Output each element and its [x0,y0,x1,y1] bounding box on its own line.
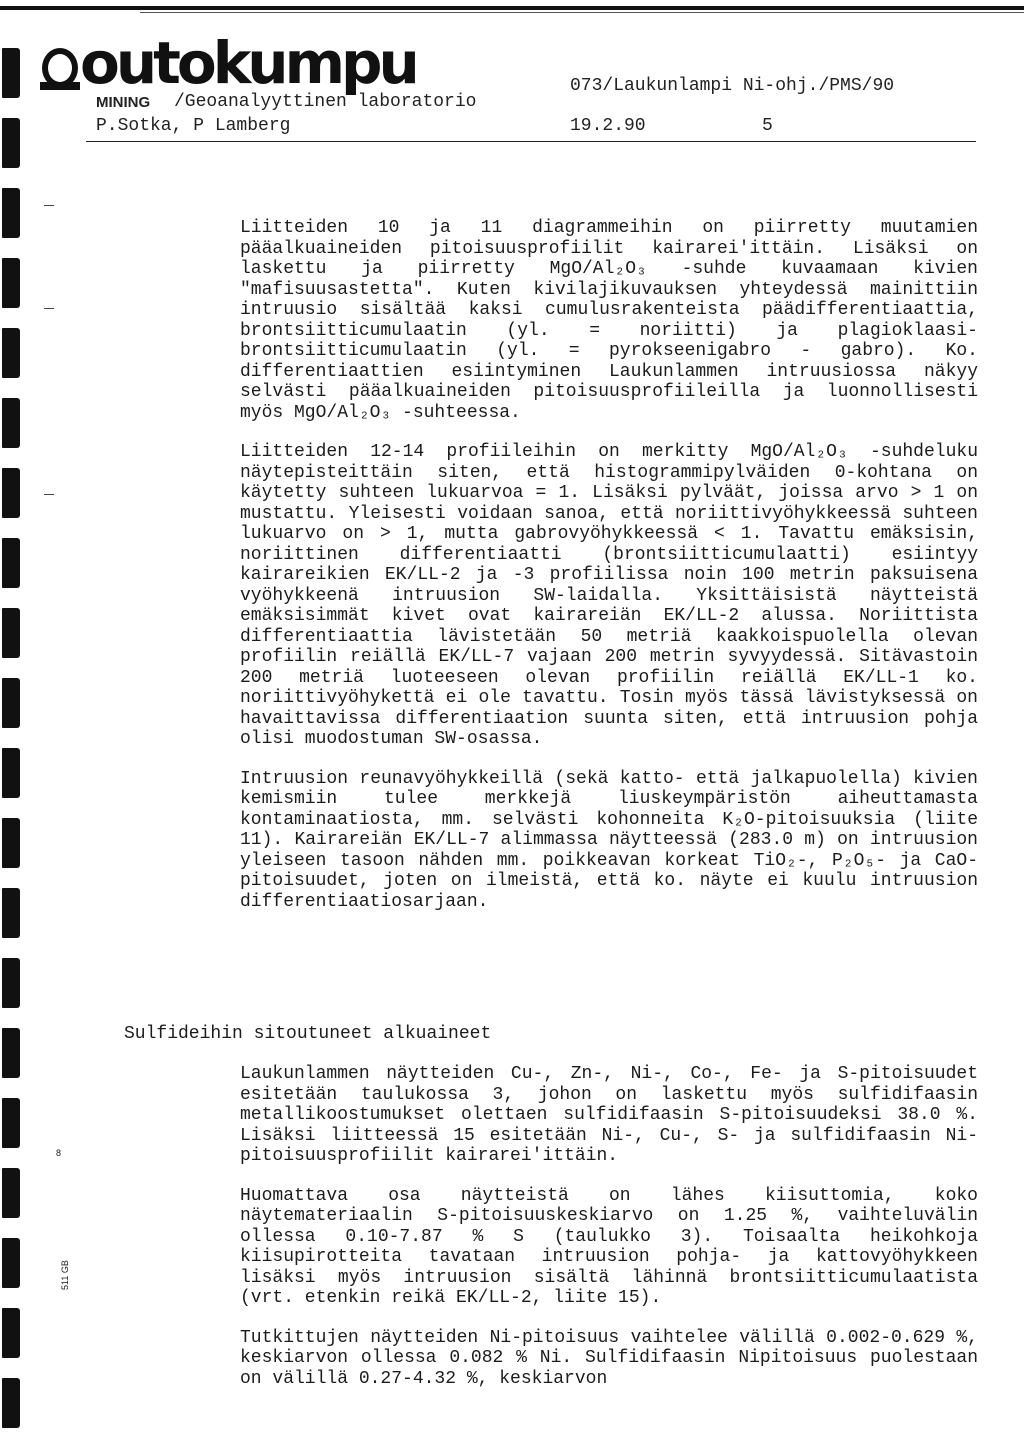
logo-wordmark: outokumpu [80,29,416,97]
binder-hole [2,118,20,168]
section-heading: Sulfideihin sitoutuneet alkuaineet [124,1024,492,1044]
body-section-2 [240,1064,978,1408]
paragraph: Laukunlammen näytteiden Cu-, Zn-, Ni-, Co-, Fe- ja S-pitoisuudet esitetään taulukossa 3, johon on laskettu myös sulfidifaasin metallikoostumukset olettaen sulfidifaasin S-pitoisuudeksi 38.0 %. Lisäksi liitteessä 15 esitetään Ni-, Cu-, S- ja sulfidifaasin Ni-pitoisuusprofiilit kairarei'ittäin. [240,1064,978,1166]
binder-hole [2,1028,20,1078]
binder-hole [2,1238,20,1288]
document-date: 19.2.90 [570,116,646,136]
paragraph: Intruusion reunavyöhykkeillä (sekä katto- että jalkapuolella) kivien kemismiin tulee merkkejä liuskeympäristön aiheuttamasta kontaminaatiosta, mm. selvästi kohonneita K₂O-pitoisuuksia (liite 11). Kairareiän EK/LL-7 alimmassa näytteessä (283.0 m) on intruusion yleiseen tasoon nähden mm. poikkeavan korkeat TiO₂-, P₂O₅- ja CaO-pitoisuudet, joten on ilmeistä, että ko. näyte ei kuulu intruusion differentiaatiosarjaan. [240,768,978,912]
margin-code: 511 GB [60,1260,70,1290]
document-reference: 073/Laukunlampi Ni-ohj./PMS/90 [570,76,895,96]
paragraph: Tutkittujen näytteiden Ni-pitoisuus vaihtelee välillä 0.002-0.629 %, keskiarvon ollessa 0.082 % Ni. Sulfidifaasin Nipitoisuus puolestaan on välillä 0.27-4.32 %, keskiarvon [240,1327,978,1389]
binder-hole [2,818,20,868]
body-section-1 [240,218,978,931]
binder-hole [2,538,20,588]
top-rule-thin [140,12,1024,13]
binder-hole [2,678,20,728]
binder-hole [2,258,20,308]
margin-number: 8 [56,1148,62,1158]
binder-hole [2,328,20,378]
binder-hole [2,958,20,1008]
binder-hole [2,1098,20,1148]
paragraph: Huomattava osa näytteistä on lähes kiisuttomia, koko näytemateriaalin S-pitoisuuskeskiarvo on 1.25 %, vaihteluvälin ollessa 0.10-7.87 % S (taulukko 3). Toisaalta heikohkoja kiisupirotteita tavataan intruusion pohja- ja kattovyöhykkeen lisäksi myös intruusion sisältä lähinnä brontsiitticumulaatista (vrt. etenkin reikä EK/LL-2, liite 15). [240,1185,978,1308]
authors: P.Sotka, P Lamberg [96,116,291,136]
paragraph: Liitteiden 10 ja 11 diagrammeihin on piirretty muutamien pääalkuaineiden pitoisuusprofiilit kairarei'ittäin. Lisäksi on laskettu ja piirretty MgO/Al₂O₃ -suhde kuvaamaan kivien "mafisuusastetta". Kuten kivilajikuvauksen yhteydessä mainittiin intruusio sisältää kaksi cumulusrakenteista päädifferentiaattia, brontsiitticumulaatin (yl. = noriitti) ja plagioklaasi-brontsiitticumulaatin (yl. = pyrokseenigabro - gabro). Ko. differentiaattien esiintyminen Laukunlammen intruusiossa näkyy selvästi pääalkuaineiden pitoisuusprofiileilla ja luonnollisesti myös MgO/Al₂O₃ -suhteessa. [240,218,978,423]
margin-tick [44,308,54,309]
binder-hole [2,608,20,658]
binder-hole [2,1378,20,1428]
binder-hole [2,48,20,98]
margin-tick [44,205,54,206]
page-number: 5 [762,116,773,136]
binder-hole [2,748,20,798]
margin-tick [44,494,54,495]
binder-hole [2,1168,20,1218]
lab-name: /Geoanalyyttinen laboratorio [174,92,477,112]
logo-emblem-base [40,82,80,90]
binder-strip [0,30,26,1436]
binder-hole [2,468,20,518]
logo-mining: MINING [96,94,151,111]
binder-hole [2,1308,20,1358]
binder-hole [2,398,20,448]
binder-hole [2,888,20,938]
binder-hole [2,188,20,238]
top-rule [0,6,1024,10]
paragraph: Liitteiden 12-14 profiileihin on merkitty MgO/Al₂O₃ -suhdeluku näytepisteittäin siten, että histogrammipylväiden 0-kohtana on käytetty suhteen lukuarvoa = 1. Lisäksi pylväät, joissa arvo > 1 on mustattu. Yleisesti voidaan sanoa, että noriittivyöhykkeessä suhteen lukuarvo on > 1, mutta gabrovyöhykkeessä < 1. Tavattu emäksisin, noriittinen differentiaatti (brontsiitticumulaatti) esiintyy kairareikien EK/LL-2 ja -3 profiilissa noin 100 metrin paksuisena vyöhykkeenä intruusion SW-laidalla. Yksittäisistä näytteistä emäksisimmät kivet ovat kairareiän EK/LL-2 alussa. Noriittista differentiaattia lävistetään 50 metriä kaakkoispuolella olevan profiilin reiällä EK/LL-7 vajaan 200 metrin syvyydessä. Sitävastoin 200 metriä luoteeseen olevan profiilin reiällä EK/LL-1 ko. noriittivyöhykettä ei ole tavattu. Tosin myös tässä lävistyksessä on havaittavissa differentiaation suunta siten, että intruusion pohja olisi muodostuman SW-osassa. [240,442,978,749]
header-divider [86,141,976,142]
